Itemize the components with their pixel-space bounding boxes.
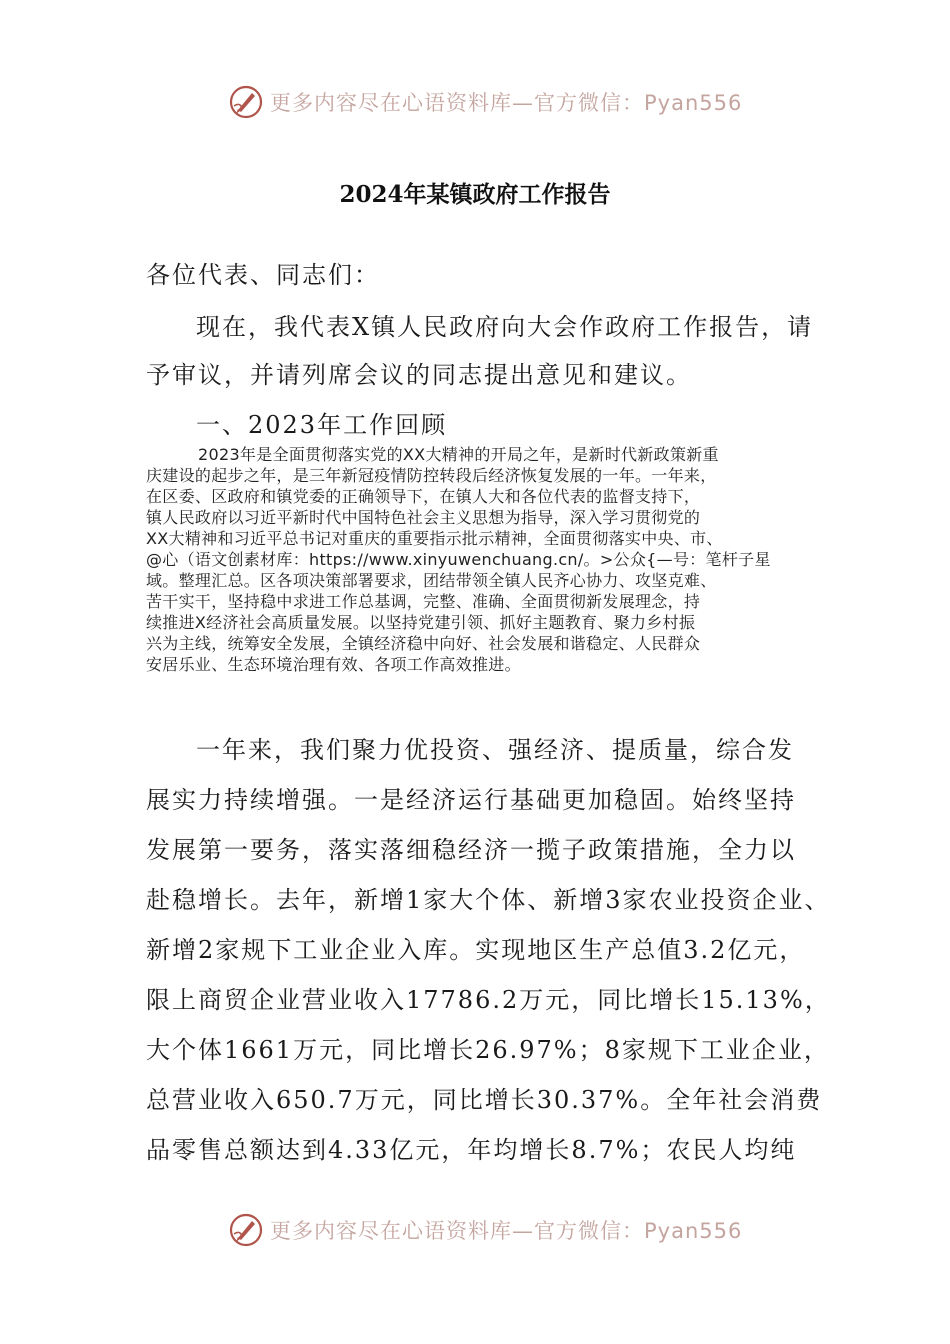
intro-line: 现在，我代表X镇人民政府向大会作政府工作报告，请 [196, 313, 814, 341]
body-line: 总营业收入650.7万元，同比增长30.37%。全年社会消费 [146, 1086, 823, 1114]
body-line: 赴稳增长。去年，新增1家大个体、新增3家农业投资企业、 [146, 886, 831, 914]
pen-circle-logo-icon [228, 84, 264, 120]
body-line: 一年来，我们聚力优投资、强经济、提质量，综合发 [196, 736, 794, 764]
header-banner [228, 82, 742, 122]
small-paragraph-line: 续推进X经济社会高质量发展。以坚持党建引领、抓好主题教育、聚力乡村振 [146, 613, 696, 632]
intro-line: 予审议，并请列席会议的同志提出意见和建议。 [146, 361, 692, 389]
footer-banner [228, 1210, 742, 1250]
body-line: 品零售总额达到4.33亿元，年均增长8.7%；农民人均纯 [146, 1136, 797, 1164]
small-paragraph-line: 镇人民政府以习近平新时代中国特色社会主义思想为指导，深入学习贯彻党的 [146, 508, 701, 527]
section-heading: 一、2023年工作回顾 [196, 411, 448, 439]
body-line: 展实力持续增强。一是经济运行基础更加稳固。始终坚持 [146, 786, 796, 814]
small-paragraph-line: @心（语文创素材库：https://www.xinyuwenchuang.cn/。>公众{—号：笔杆子星 [146, 550, 771, 569]
small-paragraph [146, 444, 811, 675]
small-paragraph-line: 在区委、区政府和镇党委的正确领导下，在镇人大和各位代表的监督支持下， [146, 487, 701, 506]
body-line: 发展第一要务，落实落细稳经济一揽子政策措施，全力以 [146, 836, 796, 864]
greeting: 各位代表、同志们： [146, 261, 380, 289]
small-paragraph-line: 2023年是全面贯彻落实党的XX大精神的开局之年，是新时代新政策新重 [198, 445, 719, 464]
small-paragraph-line: 苦干实干，坚持稳中求进工作总基调，完整、准确、全面贯彻新发展理念，持 [146, 592, 701, 611]
small-paragraph-line: 庆建设的起步之年，是三年新冠疫情防控转段后经济恢复发展的一年。一年来， [146, 466, 717, 485]
body-line: 限上商贸企业营业收入17786.2万元，同比增长15.13%， [146, 986, 831, 1014]
body-line: 新增2家规下工业企业入库。实现地区生产总值3.2亿元， [146, 936, 806, 964]
small-paragraph-line: XX大精神和习近平总书记对重庆的重要指示批示精神，全面贯彻落实中央、市、 [146, 529, 723, 548]
banner-text: 更多内容尽在心语资料库—官方微信：Pyan556 [270, 1219, 743, 1243]
document-title: 2024年某镇政府工作报告 [339, 181, 611, 208]
body-line: 大个体1661万元，同比增长26.97%；8家规下工业企业， [146, 1036, 830, 1064]
small-paragraph-line: 兴为主线，统筹安全发展，全镇经济稳中向好、社会发展和谐稳定、人民群众 [146, 634, 701, 653]
pen-circle-logo-icon [228, 1212, 264, 1248]
small-paragraph-line: 域。整理汇总。区各项决策部署要求，团结带领全镇人民齐心协力、攻坚克难、 [146, 571, 717, 590]
small-paragraph-line: 安居乐业、生态环境治理有效、各项工作高效推进。 [146, 655, 521, 674]
banner-text: 更多内容尽在心语资料库—官方微信：Pyan556 [270, 91, 743, 115]
